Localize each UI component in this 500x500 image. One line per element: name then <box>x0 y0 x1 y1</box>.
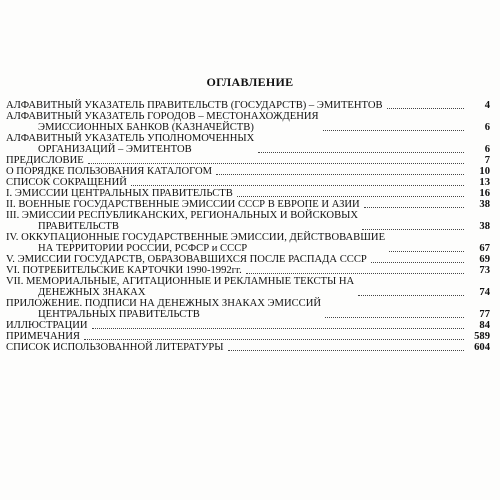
toc-entry-line: II. ВОЕННЫЕ ГОСУДАРСТВЕННЫЕ ЭМИССИИ СССР В ЕВРОПЕ И АЗИИ <box>6 199 360 210</box>
toc-entry-title <box>6 342 224 353</box>
toc-entry[interactable] <box>6 210 490 232</box>
toc-entry-title <box>6 188 233 199</box>
toc-entry-line-continuation: ЭМИССИОННЫХ БАНКОВ (КАЗНАЧЕЙСТВ) <box>38 122 254 133</box>
toc-entry-line: СПИСОК ИСПОЛЬЗОВАННОЙ ЛИТЕРАТУРЫ <box>6 342 224 353</box>
toc-page-number: 6 <box>484 122 490 133</box>
toc-entry[interactable] <box>6 254 490 265</box>
dot-leader <box>258 152 464 153</box>
toc-entry[interactable] <box>6 111 490 133</box>
toc-entry[interactable] <box>6 320 490 331</box>
toc-entry-line: АЛФАВИТНЫЙ УКАЗАТЕЛЬ УПОЛНОМОЧЕННЫХ <box>6 133 255 144</box>
toc-page-number: 589 <box>474 331 490 342</box>
toc-entry-title <box>6 199 360 210</box>
toc-entry-title <box>6 177 127 188</box>
toc-entry-line: V. ЭМИССИИ ГОСУДАРСТВ, ОБРАЗОВАВШИХСЯ ПОСЛЕ РАСПАДА СССР <box>6 254 367 265</box>
toc-entry-line: III. ЭМИССИИ РЕСПУБЛИКАНСКИХ, РЕГИОНАЛЬНЫХ И ВОЙСКОВЫХ <box>6 210 359 221</box>
dot-leader <box>387 108 464 109</box>
table-of-contents <box>6 100 490 353</box>
toc-entry[interactable] <box>6 298 490 320</box>
toc-entry-line: ПРЕДИСЛОВИЕ <box>6 155 84 166</box>
toc-entry-line: VI. ПОТРЕБИТЕЛЬСКИЕ КАРТОЧКИ 1990-1992гг. <box>6 265 242 276</box>
toc-entry[interactable] <box>6 199 490 210</box>
toc-page-number: 4 <box>484 100 490 111</box>
toc-entry-line: IV. ОККУПАЦИОННЫЕ ГОСУДАРСТВЕННЫЕ ЭМИССИИ, ДЕЙСТВОВАВШИЕ <box>6 232 386 243</box>
toc-entry[interactable] <box>6 188 490 199</box>
toc-entry[interactable] <box>6 177 490 188</box>
toc-entry-line-continuation: НА ТЕРРИТОРИИ РОССИИ, РСФСР и СССР <box>38 243 248 254</box>
dot-leader <box>358 295 464 296</box>
toc-entry-line: VII. МЕМОРИАЛЬНЫЕ, АГИТАЦИОННЫЕ И РЕКЛАМНЫЕ ТЕКСТЫ НА <box>6 276 355 287</box>
toc-entry[interactable] <box>6 232 490 254</box>
dot-leader <box>131 185 464 186</box>
toc-entry[interactable] <box>6 342 490 353</box>
toc-page-number: 38 <box>479 199 490 210</box>
page-title: ОГЛАВЛЕНИЕ <box>206 75 294 89</box>
dot-leader <box>216 174 464 175</box>
toc-entry[interactable] <box>6 133 490 155</box>
dot-leader <box>323 130 464 131</box>
toc-entry-title <box>6 100 383 111</box>
toc-entry[interactable] <box>6 276 490 298</box>
toc-entry-title <box>6 210 358 232</box>
dot-leader <box>84 339 464 340</box>
toc-page-number: 84 <box>479 320 490 331</box>
toc-page-number: 69 <box>479 254 490 265</box>
toc-entry-title <box>6 111 319 133</box>
dot-leader <box>325 317 464 318</box>
toc-entry[interactable] <box>6 155 490 166</box>
toc-entry-title <box>6 166 212 177</box>
toc-page-number: 16 <box>479 188 490 199</box>
toc-entry-line: ИЛЛЮСТРАЦИИ <box>6 320 88 331</box>
toc-entry-title <box>6 331 80 342</box>
toc-page-number: 7 <box>484 155 490 166</box>
toc-entry-line-continuation: ЦЕНТРАЛЬНЫХ ПРАВИТЕЛЬСТВ <box>38 309 200 320</box>
toc-page-number: 10 <box>479 166 490 177</box>
toc-entry-line-continuation: ОРГАНИЗАЦИЙ – ЭМИТЕНТОВ <box>38 144 192 155</box>
dot-leader <box>92 328 464 329</box>
dot-leader <box>389 251 464 252</box>
toc-entry[interactable] <box>6 331 490 342</box>
toc-entry-line: I. ЭМИССИИ ЦЕНТРАЛЬНЫХ ПРАВИТЕЛЬСТВ <box>6 188 233 199</box>
toc-entry-line: АЛФАВИТНЫЙ УКАЗАТЕЛЬ ПРАВИТЕЛЬСТВ (ГОСУДАРСТВ) – ЭМИТЕНТОВ <box>6 100 383 111</box>
toc-page-number: 38 <box>479 221 490 232</box>
toc-entry-title <box>6 133 254 155</box>
toc-page-number: 74 <box>479 287 490 298</box>
toc-entry-line: ПРИЛОЖЕНИЕ. ПОДПИСИ НА ДЕНЕЖНЫХ ЗНАКАХ ЭМИССИЙ <box>6 298 322 309</box>
toc-entry[interactable] <box>6 265 490 276</box>
toc-page-number: 13 <box>479 177 490 188</box>
toc-page-number: 77 <box>479 309 490 320</box>
toc-entry-title <box>6 265 242 276</box>
dot-leader <box>246 273 464 274</box>
toc-entry-line-continuation: ДЕНЕЖНЫХ ЗНАКАХ <box>38 287 146 298</box>
toc-page-number: 73 <box>479 265 490 276</box>
toc-entry[interactable] <box>6 100 490 111</box>
toc-entry-line-continuation: ПРАВИТЕЛЬСТВ <box>38 221 119 232</box>
toc-page-number: 604 <box>474 342 490 353</box>
toc-entry-line: О ПОРЯДКЕ ПОЛЬЗОВАНИЯ КАТАЛОГОМ <box>6 166 213 177</box>
toc-entry-line: СПИСОК СОКРАЩЕНИЙ <box>6 177 127 188</box>
toc-entry[interactable] <box>6 166 490 177</box>
toc-entry-title <box>6 254 367 265</box>
toc-entry-title <box>6 232 385 254</box>
toc-entry-line: ПРИМЕЧАНИЯ <box>6 331 80 342</box>
dot-leader <box>228 350 464 351</box>
toc-entry-title <box>6 155 84 166</box>
toc-page-number: 6 <box>484 144 490 155</box>
dot-leader <box>371 262 464 263</box>
dot-leader <box>362 229 464 230</box>
toc-page-number: 67 <box>479 243 490 254</box>
dot-leader <box>237 196 464 197</box>
toc-entry-title <box>6 298 321 320</box>
toc-entry-title <box>6 320 88 331</box>
dot-leader <box>88 163 464 164</box>
toc-entry-title <box>6 276 354 298</box>
toc-entry-line: АЛФАВИТНЫЙ УКАЗАТЕЛЬ ГОРОДОВ – МЕСТОНАХОЖДЕНИЯ <box>6 111 319 122</box>
dot-leader <box>364 207 464 208</box>
